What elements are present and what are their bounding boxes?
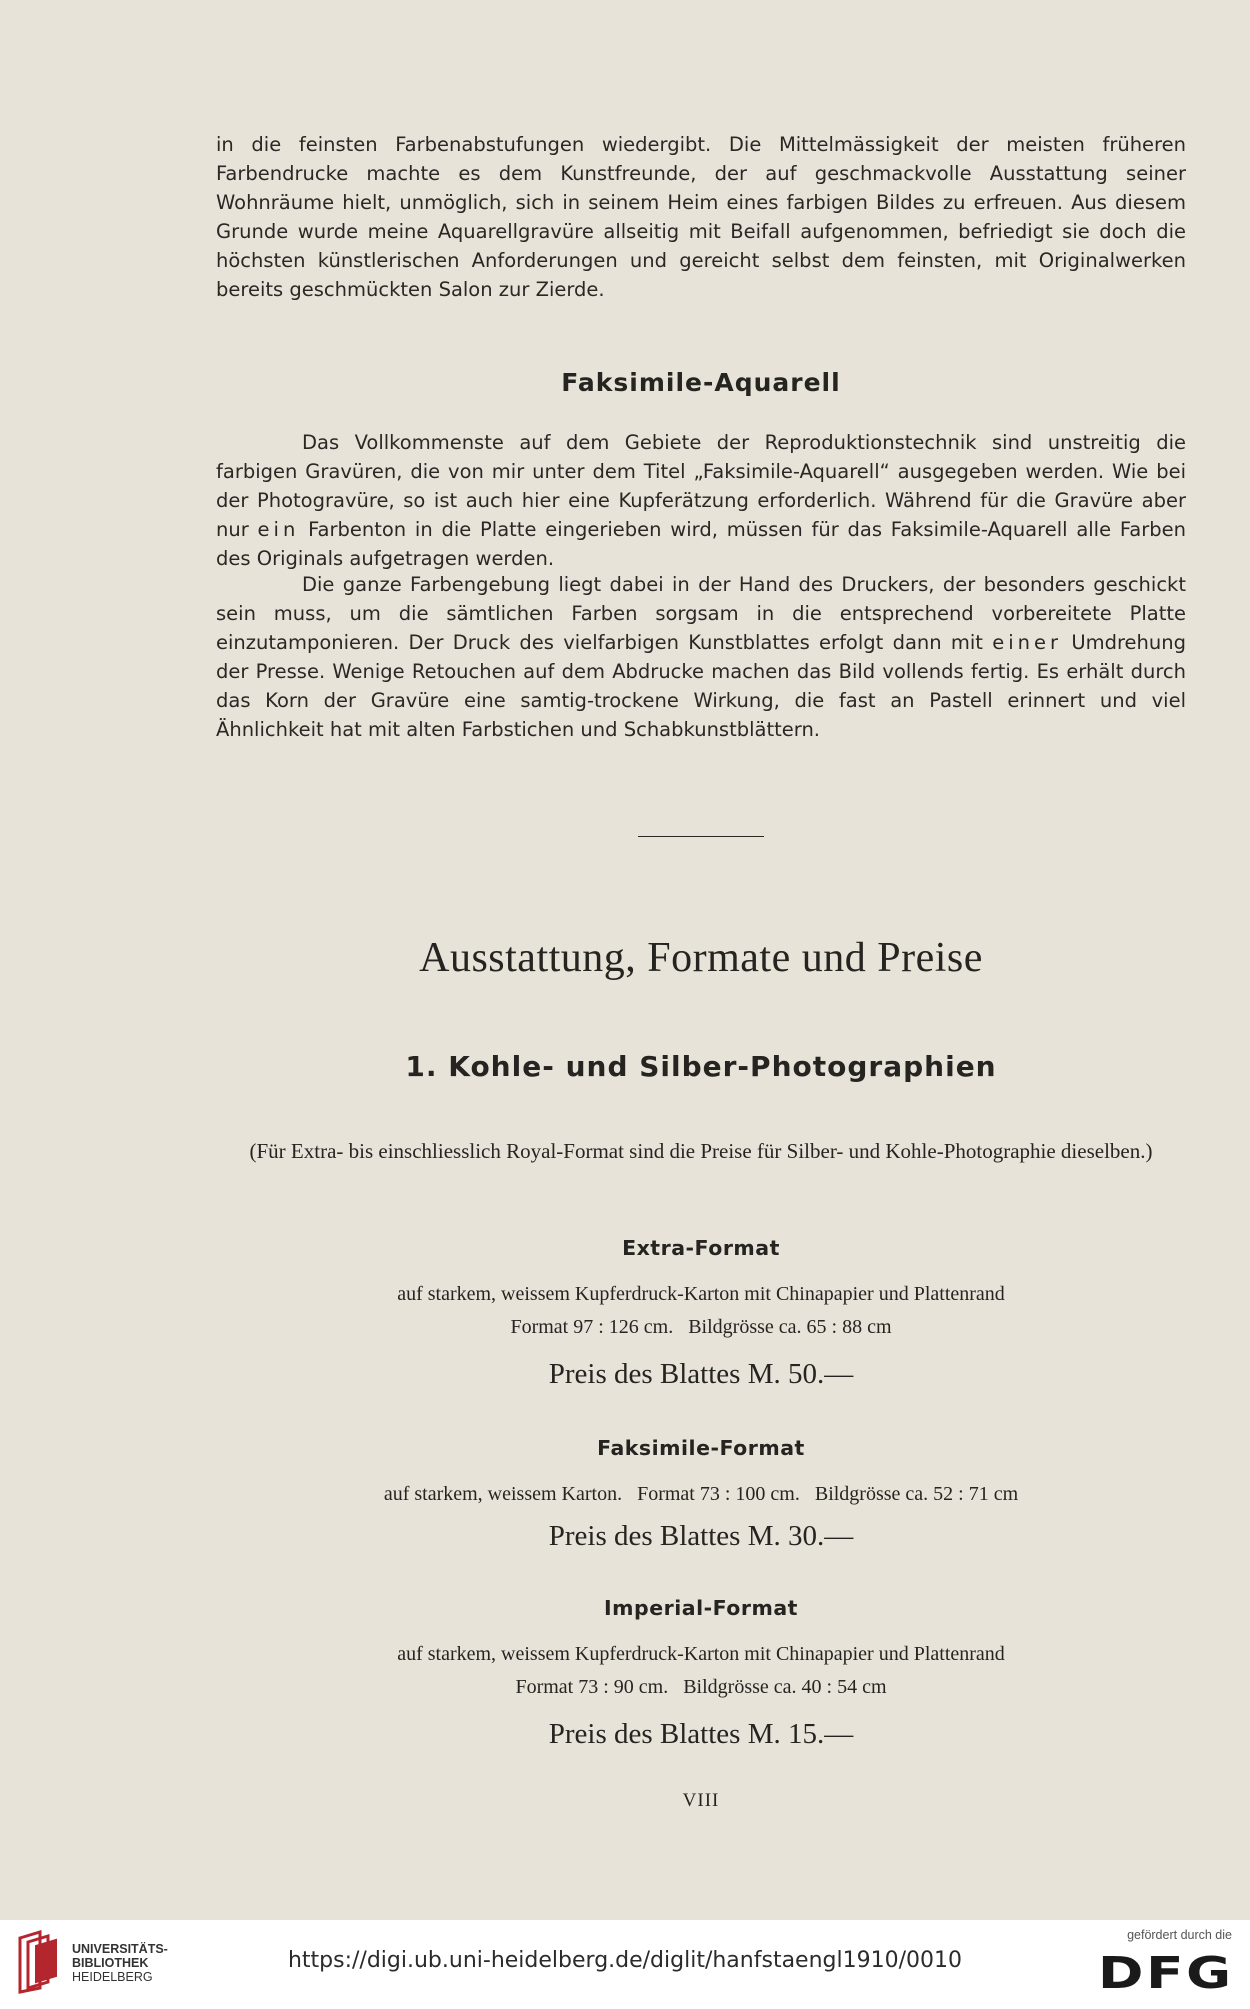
faksimile-paragraph-1	[216, 428, 1186, 573]
section-1-note: (Für Extra- bis einschliesslich Royal-Format sind die Preise für Silber- und Kohle-Photographie dieselben.)	[249, 1139, 1153, 1163]
dfg-logo[interactable]: DFG	[1098, 1948, 1234, 1999]
faksimile-p1-text-a: Das Vollkommenste auf dem Gebiete der Reproduktionstechnik sind unstreitig die farbigen Gravüren, die von mir unter dem Titel „Faksimile-Aquarell“ ausgegeben werden. Wie bei der Photogravüre, so ist auch hier eine Kupferätzung erforderlich. Während für die Gravüre aber nur	[216, 431, 1186, 541]
intro-paragraph: in die feinsten Farbenabstufungen wiedergibt. Die Mittelmässigkeit der meisten früheren Farbendrucke machte es dem Kunstfreunde, der auf geschmackvolle Ausstattung seiner Wohnräume hielt, unmöglich, sich in seinem Heim eines farbigen Bildes zu erfreuen. Aus diesem Grunde wurde meine Aquarellgravüre allseitig mit Beifall aufgenommen, befriedigt sie doch die höchsten künstlerischen Anforderungen und gereicht selbst dem feinsten, mit Originalwerken bereits geschmückten Salon zur Zierde.	[216, 133, 1186, 301]
format-line: Format 73 : 90 cm. Bildgrösse ca. 40 : 54 cm	[515, 1676, 887, 1698]
page-number: VIII	[682, 1790, 720, 1811]
footer-bar	[0, 1920, 1250, 2009]
format-line: auf starkem, weissem Kupferdruck-Karton mit Chinapapier und Plattenrand	[397, 1283, 1005, 1305]
uni-name-line-3: HEIDELBERG	[72, 1970, 153, 1984]
format-price-faksimile: Preis des Blattes M. 30.—	[548, 1520, 854, 1552]
faksimile-p1-text-b: Farbenton in die Platte eingerieben wird, müssen für das Faksimile-Aquarell alle Farben des Originals aufgetragen werden.	[216, 518, 1186, 570]
faksimile-paragraph-2	[216, 570, 1186, 744]
format-price-extra: Preis des Blattes M. 50.—	[548, 1358, 854, 1390]
faksimile-p2-text-a: Die ganze Farbengebung liegt dabei in der Hand des Druckers, der besonders geschickt sein muss, um die sämtlichen Farben sorgsam in die entsprechend vorbereitete Platte einzutamponieren. Der Druck des vielfarbigen Kunstblattes erfolgt dann mit	[216, 573, 1186, 654]
faksimile-p2-spaced-word: einer	[992, 631, 1063, 654]
faksimile-aquarell-title: Faksimile-Aquarell	[561, 368, 841, 397]
main-heading: Ausstattung, Formate und Preise	[419, 935, 983, 981]
permalink-url[interactable]: https://digi.ub.uni-heidelberg.de/diglit/hanfstaengl1910/0010	[287, 1948, 962, 1973]
format-line: auf starkem, weissem Kupferdruck-Karton mit Chinapapier und Plattenrand	[397, 1643, 1005, 1665]
format-title-extra: Extra-Format	[622, 1236, 780, 1260]
format-line: Format 97 : 126 cm. Bildgrösse ca. 65 : 88 cm	[510, 1316, 892, 1338]
section-1-heading: 1. Kohle- und Silber-Photographien	[405, 1050, 997, 1083]
faksimile-p1-spaced-word: ein	[257, 518, 300, 541]
format-title-imperial: Imperial-Format	[604, 1596, 798, 1620]
format-line: auf starkem, weissem Karton. Format 73 : 100 cm. Bildgrösse ca. 52 : 71 cm	[383, 1483, 1019, 1505]
uni-name-line-1: UNIVERSITÄTS-	[72, 1942, 168, 1956]
uni-name-line-2: BIBLIOTHEK	[72, 1956, 149, 1970]
section-divider	[638, 836, 764, 837]
format-price-imperial: Preis des Blattes M. 15.—	[548, 1718, 854, 1750]
format-description-faksimile	[216, 1478, 1186, 1511]
format-description-imperial	[216, 1638, 1186, 1704]
faksimile-p2-text-b: Umdrehung der Presse. Wenige Retouchen auf dem Abdrucke machen das Bild vollends fertig. Es erhält durch das Korn der Gravüre eine samtig-trockene Wirkung, die fast an Pastell erinnert und viel Ähnlichkeit hat mit alten Farbstichen und Schabkunstblättern.	[216, 631, 1186, 741]
format-description-extra	[216, 1278, 1186, 1344]
format-title-faksimile: Faksimile-Format	[597, 1436, 805, 1460]
funded-by-label: gefördert durch die	[1127, 1928, 1232, 1942]
